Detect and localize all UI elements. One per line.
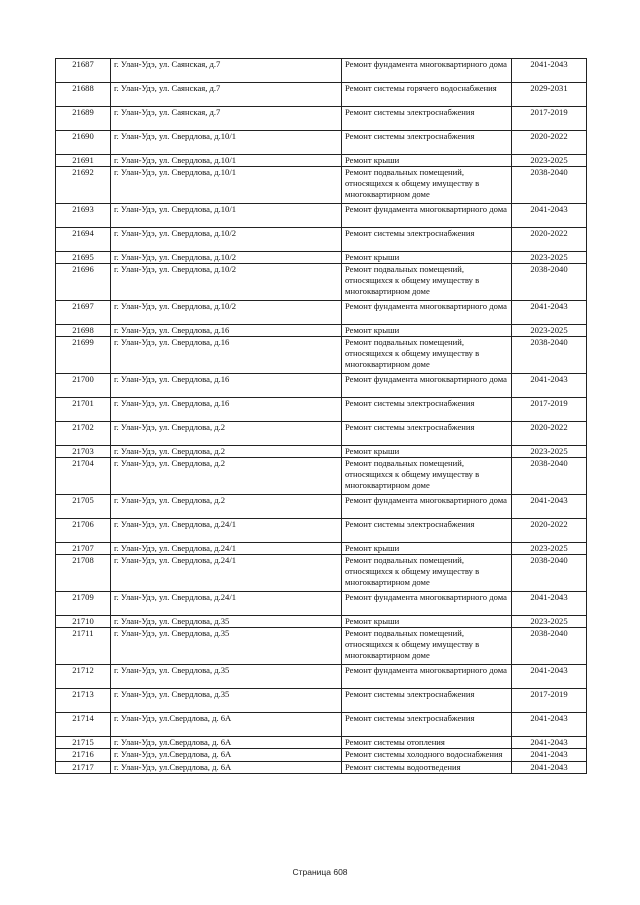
table-row bbox=[56, 131, 587, 155]
work-type-cell: Ремонт подвальных помещений, относящихся к общему имуществу в многоквартирном доме bbox=[342, 337, 512, 374]
table-row bbox=[56, 495, 587, 519]
table-row bbox=[56, 519, 587, 543]
work-type-cell: Ремонт подвальных помещений, относящихся к общему имуществу в многоквартирном доме bbox=[342, 167, 512, 204]
row-number: 21708 bbox=[56, 555, 111, 592]
period-cell: 2038-2040 bbox=[512, 555, 587, 592]
address-cell: г. Улан-Удэ, ул. Свердлова, д.10/2 bbox=[111, 252, 342, 264]
work-type-cell: Ремонт системы горячего водоснабжения bbox=[342, 83, 512, 107]
row-number: 21695 bbox=[56, 252, 111, 264]
table-row bbox=[56, 167, 587, 204]
address-cell: г. Улан-Удэ, ул. Свердлова, д.10/1 bbox=[111, 204, 342, 228]
period-cell: 2041-2043 bbox=[512, 204, 587, 228]
work-type-cell: Ремонт фундамента многоквартирного дома bbox=[342, 204, 512, 228]
period-cell: 2041-2043 bbox=[512, 737, 587, 749]
period-cell: 2041-2043 bbox=[512, 713, 587, 737]
period-cell: 2041-2043 bbox=[512, 592, 587, 616]
period-cell: 2041-2043 bbox=[512, 495, 587, 519]
table-row bbox=[56, 458, 587, 495]
period-cell: 2038-2040 bbox=[512, 167, 587, 204]
address-cell: г. Улан-Удэ, ул. Свердлова, д.10/1 bbox=[111, 131, 342, 155]
row-number: 21699 bbox=[56, 337, 111, 374]
work-type-cell: Ремонт системы водоотведения bbox=[342, 762, 512, 774]
row-number: 21709 bbox=[56, 592, 111, 616]
work-type-cell: Ремонт системы электроснабжения bbox=[342, 398, 512, 422]
period-cell: 2020-2022 bbox=[512, 422, 587, 446]
address-cell: г. Улан-Удэ, ул.Свердлова, д. 6А bbox=[111, 749, 342, 762]
row-number: 21688 bbox=[56, 83, 111, 107]
table-row bbox=[56, 374, 587, 398]
row-number: 21713 bbox=[56, 689, 111, 713]
address-cell: г. Улан-Удэ, ул. Свердлова, д.2 bbox=[111, 422, 342, 446]
work-type-cell: Ремонт системы холодного водоснабжения bbox=[342, 749, 512, 762]
period-cell: 2020-2022 bbox=[512, 519, 587, 543]
period-cell: 2017-2019 bbox=[512, 398, 587, 422]
address-cell: г. Улан-Удэ, ул. Свердлова, д.10/2 bbox=[111, 264, 342, 301]
work-type-cell: Ремонт системы электроснабжения bbox=[342, 713, 512, 737]
address-cell: г. Улан-Удэ, ул.Свердлова, д. 6А bbox=[111, 713, 342, 737]
row-number: 21703 bbox=[56, 446, 111, 458]
table-row bbox=[56, 398, 587, 422]
row-number: 21692 bbox=[56, 167, 111, 204]
address-cell: г. Улан-Удэ, ул.Свердлова, д. 6А bbox=[111, 762, 342, 774]
row-number: 21711 bbox=[56, 628, 111, 665]
work-type-cell: Ремонт системы электроснабжения bbox=[342, 107, 512, 131]
period-cell: 2041-2043 bbox=[512, 665, 587, 689]
row-number: 21689 bbox=[56, 107, 111, 131]
period-cell: 2041-2043 bbox=[512, 301, 587, 325]
row-number: 21717 bbox=[56, 762, 111, 774]
period-cell: 2020-2022 bbox=[512, 228, 587, 252]
work-type-cell: Ремонт системы электроснабжения bbox=[342, 422, 512, 446]
table-row bbox=[56, 713, 587, 737]
address-cell: г. Улан-Удэ, ул. Свердлова, д.10/2 bbox=[111, 228, 342, 252]
address-cell: г. Улан-Удэ, ул. Свердлова, д.35 bbox=[111, 616, 342, 628]
work-type-cell: Ремонт фундамента многоквартирного дома bbox=[342, 59, 512, 83]
address-cell: г. Улан-Удэ, ул. Свердлова, д.16 bbox=[111, 374, 342, 398]
work-type-cell: Ремонт подвальных помещений, относящихся к общему имуществу в многоквартирном доме bbox=[342, 628, 512, 665]
work-type-cell: Ремонт крыши bbox=[342, 446, 512, 458]
address-cell: г. Улан-Удэ, ул. Свердлова, д.24/1 bbox=[111, 555, 342, 592]
row-number: 21687 bbox=[56, 59, 111, 83]
period-cell: 2029-2031 bbox=[512, 83, 587, 107]
address-cell: г. Улан-Удэ, ул. Свердлова, д.10/2 bbox=[111, 301, 342, 325]
address-cell: г. Улан-Удэ, ул. Саянская, д.7 bbox=[111, 107, 342, 131]
work-type-cell: Ремонт подвальных помещений, относящихся к общему имуществу в многоквартирном доме bbox=[342, 458, 512, 495]
address-cell: г. Улан-Удэ, ул. Свердлова, д.24/1 bbox=[111, 543, 342, 555]
work-type-cell: Ремонт крыши bbox=[342, 252, 512, 264]
table-row bbox=[56, 228, 587, 252]
address-cell: г. Улан-Удэ, ул. Свердлова, д.24/1 bbox=[111, 519, 342, 543]
address-cell: г. Улан-Удэ, ул. Свердлова, д.35 bbox=[111, 628, 342, 665]
address-cell: г. Улан-Удэ, ул. Свердлова, д.35 bbox=[111, 665, 342, 689]
address-cell: г. Улан-Удэ, ул. Свердлова, д.10/1 bbox=[111, 167, 342, 204]
table-row bbox=[56, 446, 587, 458]
work-type-cell: Ремонт фундамента многоквартирного дома bbox=[342, 592, 512, 616]
work-type-cell: Ремонт системы электроснабжения bbox=[342, 689, 512, 713]
period-cell: 2038-2040 bbox=[512, 458, 587, 495]
row-number: 21706 bbox=[56, 519, 111, 543]
row-number: 21702 bbox=[56, 422, 111, 446]
row-number: 21698 bbox=[56, 325, 111, 337]
row-number: 21705 bbox=[56, 495, 111, 519]
period-cell: 2017-2019 bbox=[512, 107, 587, 131]
work-type-cell: Ремонт системы электроснабжения bbox=[342, 228, 512, 252]
registry-table-body bbox=[56, 59, 587, 774]
table-row bbox=[56, 264, 587, 301]
period-cell: 2041-2043 bbox=[512, 749, 587, 762]
work-type-cell: Ремонт фундамента многоквартирного дома bbox=[342, 665, 512, 689]
table-row bbox=[56, 737, 587, 749]
period-cell: 2023-2025 bbox=[512, 616, 587, 628]
row-number: 21697 bbox=[56, 301, 111, 325]
registry-table bbox=[55, 58, 587, 774]
table-row bbox=[56, 252, 587, 264]
table-row bbox=[56, 204, 587, 228]
work-type-cell: Ремонт системы отопления bbox=[342, 737, 512, 749]
table-row bbox=[56, 616, 587, 628]
page-number: Страница 608 bbox=[292, 867, 348, 877]
period-cell: 2023-2025 bbox=[512, 325, 587, 337]
work-type-cell: Ремонт крыши bbox=[342, 616, 512, 628]
address-cell: г. Улан-Удэ, ул.Свердлова, д. 6А bbox=[111, 737, 342, 749]
table-row bbox=[56, 749, 587, 762]
row-number: 21696 bbox=[56, 264, 111, 301]
work-type-cell: Ремонт крыши bbox=[342, 543, 512, 555]
period-cell: 2023-2025 bbox=[512, 446, 587, 458]
row-number: 21712 bbox=[56, 665, 111, 689]
address-cell: г. Улан-Удэ, ул. Свердлова, д.16 bbox=[111, 398, 342, 422]
address-cell: г. Улан-Удэ, ул. Свердлова, д.16 bbox=[111, 337, 342, 374]
row-number: 21707 bbox=[56, 543, 111, 555]
table-row bbox=[56, 155, 587, 167]
period-cell: 2023-2025 bbox=[512, 252, 587, 264]
work-type-cell: Ремонт подвальных помещений, относящихся к общему имуществу в многоквартирном доме bbox=[342, 555, 512, 592]
address-cell: г. Улан-Удэ, ул. Свердлова, д.10/1 bbox=[111, 155, 342, 167]
work-type-cell: Ремонт подвальных помещений, относящихся к общему имуществу в многоквартирном доме bbox=[342, 264, 512, 301]
row-number: 21694 bbox=[56, 228, 111, 252]
address-cell: г. Улан-Удэ, ул. Свердлова, д.2 bbox=[111, 446, 342, 458]
work-type-cell: Ремонт фундамента многоквартирного дома bbox=[342, 495, 512, 519]
table-row bbox=[56, 59, 587, 83]
table-row bbox=[56, 628, 587, 665]
period-cell: 2023-2025 bbox=[512, 155, 587, 167]
row-number: 21693 bbox=[56, 204, 111, 228]
work-type-cell: Ремонт крыши bbox=[342, 325, 512, 337]
table-row bbox=[56, 337, 587, 374]
table-row bbox=[56, 555, 587, 592]
work-type-cell: Ремонт крыши bbox=[342, 155, 512, 167]
row-number: 21704 bbox=[56, 458, 111, 495]
address-cell: г. Улан-Удэ, ул. Свердлова, д.16 bbox=[111, 325, 342, 337]
row-number: 21701 bbox=[56, 398, 111, 422]
table-row bbox=[56, 592, 587, 616]
table-row bbox=[56, 543, 587, 555]
table-row bbox=[56, 762, 587, 774]
row-number: 21716 bbox=[56, 749, 111, 762]
work-type-cell: Ремонт фундамента многоквартирного дома bbox=[342, 301, 512, 325]
address-cell: г. Улан-Удэ, ул. Саянская, д.7 bbox=[111, 83, 342, 107]
row-number: 21715 bbox=[56, 737, 111, 749]
address-cell: г. Улан-Удэ, ул. Саянская, д.7 bbox=[111, 59, 342, 83]
period-cell: 2041-2043 bbox=[512, 762, 587, 774]
address-cell: г. Улан-Удэ, ул. Свердлова, д.2 bbox=[111, 495, 342, 519]
period-cell: 2038-2040 bbox=[512, 628, 587, 665]
table-row bbox=[56, 665, 587, 689]
table-row bbox=[56, 107, 587, 131]
row-number: 21691 bbox=[56, 155, 111, 167]
period-cell: 2023-2025 bbox=[512, 543, 587, 555]
row-number: 21714 bbox=[56, 713, 111, 737]
period-cell: 2041-2043 bbox=[512, 374, 587, 398]
work-type-cell: Ремонт системы электроснабжения bbox=[342, 519, 512, 543]
period-cell: 2020-2022 bbox=[512, 131, 587, 155]
row-number: 21710 bbox=[56, 616, 111, 628]
period-cell: 2041-2043 bbox=[512, 59, 587, 83]
table-row bbox=[56, 83, 587, 107]
period-cell: 2017-2019 bbox=[512, 689, 587, 713]
row-number: 21700 bbox=[56, 374, 111, 398]
address-cell: г. Улан-Удэ, ул. Свердлова, д.35 bbox=[111, 689, 342, 713]
address-cell: г. Улан-Удэ, ул. Свердлова, д.2 bbox=[111, 458, 342, 495]
work-type-cell: Ремонт фундамента многоквартирного дома bbox=[342, 374, 512, 398]
table-row bbox=[56, 422, 587, 446]
period-cell: 2038-2040 bbox=[512, 264, 587, 301]
row-number: 21690 bbox=[56, 131, 111, 155]
work-type-cell: Ремонт системы электроснабжения bbox=[342, 131, 512, 155]
table-row bbox=[56, 325, 587, 337]
table-row bbox=[56, 301, 587, 325]
period-cell: 2038-2040 bbox=[512, 337, 587, 374]
address-cell: г. Улан-Удэ, ул. Свердлова, д.24/1 bbox=[111, 592, 342, 616]
table-row bbox=[56, 689, 587, 713]
